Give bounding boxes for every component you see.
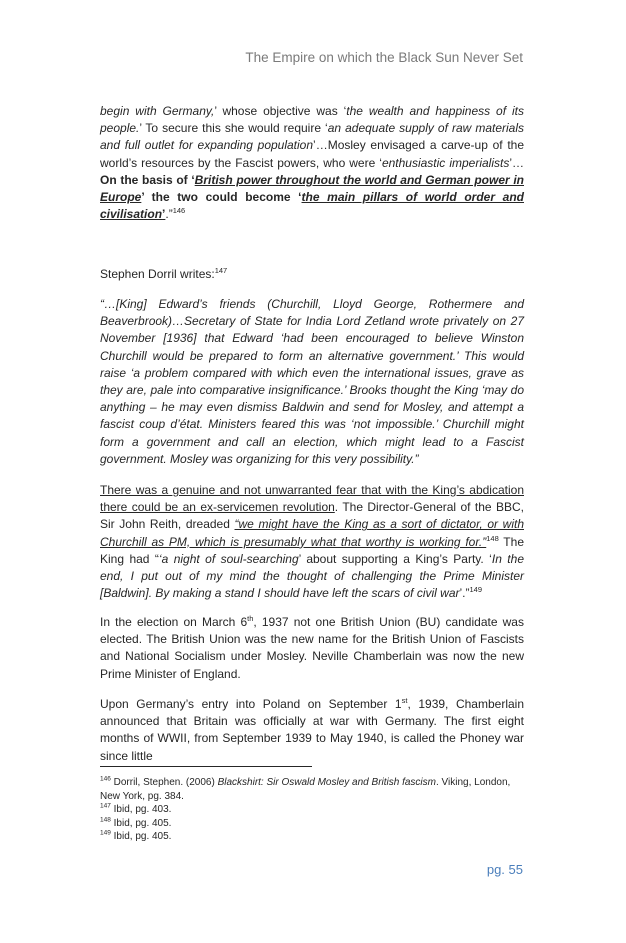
footnotes <box>100 776 524 844</box>
footnote-147: $^{147}$ Ibid, pg. 403. <box>100 802 172 815</box>
paragraph-abdication-fear: There was a genuine and not unwarranted fear that with the King’s abdication there could be an ex-servicemen revolution. The Director-General of the BBC, Sir John Reith, dreaded “we might have the King as a sort of dictator, or with Churchill as PM, which is presumably what that worthy is working for.”$^{148}$ The King had “‘a night of soul-searching’ about supporting a King’s Party. ‘In the end, I put out of my mind the thought of challenging the Prime Minister [Baldwin]. By making a stand I should have left the scars of civil war’.”$^{149}$ <box>100 483 524 601</box>
footnote-146: $^{146}$ Dorril, Stephen. (2006) Blackshirt: Sir Oswald Mosley and British fascism. Viking, London, New York, pg. 384. <box>100 775 511 802</box>
page-number: pg. 55 <box>486 862 523 877</box>
footnote-ref-146: 146 <box>172 206 186 216</box>
footnote-148: $^{148}$ Ibid, pg. 405. <box>100 816 172 829</box>
paragraph-mosley-quote: begin with Germany,’ whose objective was ‘the wealth and happiness of its people.’ To secure this she would require ‘an adequate supply of raw materials and full outlet for expanding population’…Mosley envisaged a carve-up of the world’s resources by the Fascist powers, who were ‘enthusiastic imperialists’…On the basis of ‘British power throughout the world and German power in Europe’ the two could become ‘the main pillars of world order and civilisation’.”$^{146}$ <box>100 104 525 222</box>
paragraph-dorril-intro: Stephen Dorril writes:$^{147}$ <box>100 266 228 281</box>
footnote-ref-148: 148 <box>486 533 499 543</box>
footnote-separator <box>100 766 312 767</box>
paragraph-phoney-war: Upon Germany’s entry into Poland on September 1st, 1939, Chamberlain announced that Britain was officially at war with Germany. The first eight months of WWII, from September 1939 to May 1940, is called the Phoney war since little <box>100 696 524 763</box>
footnote-149: $^{149}$ Ibid, pg. 405. <box>100 829 172 842</box>
running-header: The Empire on which the Black Sun Never Set <box>245 50 523 65</box>
paragraph-1937-election: In the election on March 6th, 1937 not one British Union (BU) candidate was elected. The British Union was the new name for the British Union of Fascists and National Socialism under Mosley. Neville Chamberlain was now the new Prime Minister of England. <box>100 614 524 681</box>
paragraph-dorril-quote: “…[King] Edward’s friends (Churchill, Lloyd George, Rothermere and Beaverbrook)…Secretary of State for India Lord Zetland wrote privately on 27 November [1936] that Edward ‘had been encouraged to believe Winston Churchill would be prepared to form an alternative government.’ This would raise ‘a problem compared with which even the international issues, grave as they are, pale into comparative insignificance.’ Brooks thought the King ‘may do anything – he may even dismiss Baldwin and send for Mosley, and attempt a fascist coup d’état. Ministers feared this was ‘not impossible.’ Churchill might form a government and call an election, which might lead to a Fascist government. Mosley was organizing for this very possibility.” <box>100 297 524 466</box>
footnote-ref-147: 147 <box>214 266 228 275</box>
footnote-ref-149: 149 <box>469 585 483 595</box>
